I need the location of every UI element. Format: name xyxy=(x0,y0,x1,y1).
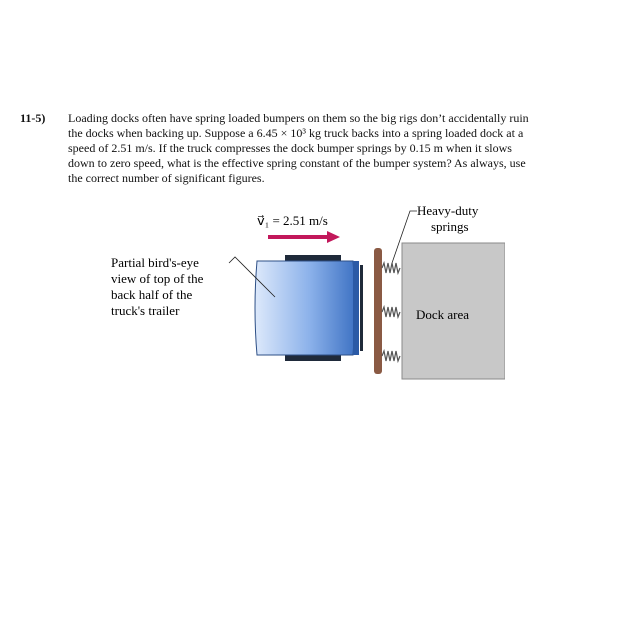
problem-line: the docks when backing up. Suppose a 6.45 × 10³ kg truck backs into a spring loaded dock at a xyxy=(68,126,524,140)
springs-label: springs xyxy=(431,219,469,234)
problem-number: 11-5) xyxy=(20,111,46,125)
trailer xyxy=(255,255,363,361)
velocity-arrow xyxy=(268,231,340,243)
springs xyxy=(382,263,400,361)
bumper-plate xyxy=(374,248,382,374)
springs-label: Heavy-duty xyxy=(417,203,479,218)
problem-line: Loading docks often have spring loaded bumpers on them so the big rigs don’t accidentally ruin xyxy=(68,111,529,125)
trailer-label: view of top of the xyxy=(111,271,204,286)
velocity-label: v⃗₁ = 2.51 m/s xyxy=(257,213,328,228)
trailer-label: Partial bird's-eye xyxy=(111,255,199,270)
problem-line: speed of 2.51 m/s. If the truck compresses the dock bumper springs by 0.15 m when it slows xyxy=(68,141,512,155)
trailer-label: truck's trailer xyxy=(111,303,180,318)
trailer-label: back half of the xyxy=(111,287,193,302)
problem-line: down to zero speed, what is the effective spring constant of the bumper system? As always, use xyxy=(68,156,526,170)
truck-dock-figure xyxy=(105,195,505,395)
problem-text xyxy=(68,111,588,186)
trailer-callout xyxy=(111,255,275,318)
dock-label: Dock area xyxy=(416,307,470,322)
problem-line: the correct number of significant figures. xyxy=(68,171,265,185)
